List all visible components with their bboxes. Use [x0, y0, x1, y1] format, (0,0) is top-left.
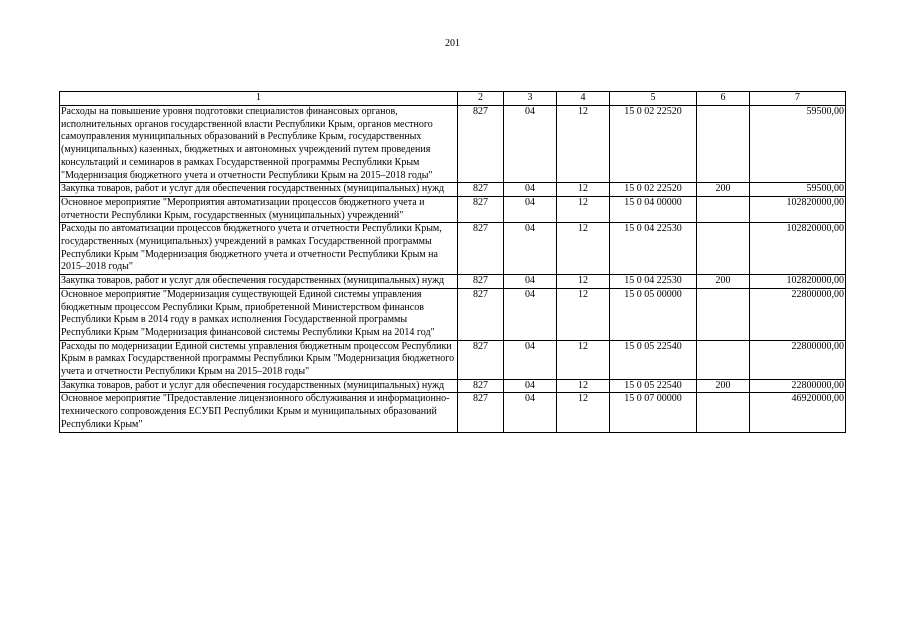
- row-description: Расходы по автоматизации процессов бюджетного учета и отчетности Республики Крым, государственных (муниципальных) учреждений в рамках Государственной программы Республики Крым "Модернизация бюджетного учета и отчетности Республики Крым на 2015–2018 годы": [60, 223, 458, 275]
- table-row: [60, 223, 846, 275]
- target-article-code: 15 0 07 00000: [610, 393, 697, 432]
- section-code: 04: [504, 106, 557, 183]
- amount: 59500,00: [750, 183, 846, 197]
- section-code: 04: [504, 340, 557, 379]
- subsection-code: 12: [557, 288, 610, 340]
- target-article-code: 15 0 02 22520: [610, 183, 697, 197]
- expense-type-code: [697, 196, 750, 222]
- column-header-7: 7: [750, 92, 846, 106]
- table-row: [60, 196, 846, 222]
- ministry-code: 827: [458, 106, 504, 183]
- column-header-2: 2: [458, 92, 504, 106]
- section-code: 04: [504, 223, 557, 275]
- expense-type-code: [697, 223, 750, 275]
- ministry-code: 827: [458, 288, 504, 340]
- target-article-code: 15 0 04 00000: [610, 196, 697, 222]
- table-row: [60, 288, 846, 340]
- subsection-code: 12: [557, 196, 610, 222]
- amount: 102820000,00: [750, 223, 846, 275]
- row-description: Расходы на повышение уровня подготовки специалистов финансовых органов, исполнительных органов государственной власти Республики Крым, органов местного самоуправления муниципальных образований в Республике Крым, государственных (муниципальных) казенных, бюджетных и автономных учреждений путем проведения консультаций и семинаров в рамках Государственной программы Республики Крым "Модернизация бюджетного учета и отчетности Республики Крым на 2015–2018 годы": [60, 106, 458, 183]
- row-description: Расходы по модернизации Единой системы управления бюджетным процессом Республики Крым в рамках Государственной программы Республики Крым "Модернизация бюджетного учета и отчетности Республики Крым на 2015–2018 годы": [60, 340, 458, 379]
- table-row: [60, 393, 846, 432]
- section-code: 04: [504, 379, 557, 393]
- amount: 22800000,00: [750, 288, 846, 340]
- ministry-code: 827: [458, 340, 504, 379]
- row-description: Основное мероприятие "Предоставление лицензионного обслуживания и информационно-технического сопровождения ЕСУБП Республики Крым и муниципальных образований Республики Крым": [60, 393, 458, 432]
- amount: 22800000,00: [750, 340, 846, 379]
- subsection-code: 12: [557, 393, 610, 432]
- row-description: Закупка товаров, работ и услуг для обеспечения государственных (муниципальных) нужд: [60, 183, 458, 197]
- subsection-code: 12: [557, 379, 610, 393]
- expense-type-code: 200: [697, 183, 750, 197]
- subsection-code: 12: [557, 106, 610, 183]
- row-description: Основное мероприятие "Модернизация существующей Единой системы управления бюджетным процессом Республики Крым, приобретенной Министерством финансов Республики Крым в 2014 году в рамках исполнения Государственной программы Республики Крым "Модернизация финансовой системы Республики Крым на 2014 год": [60, 288, 458, 340]
- header-row: [60, 92, 846, 106]
- target-article-code: 15 0 04 22530: [610, 223, 697, 275]
- section-code: 04: [504, 183, 557, 197]
- expense-type-code: 200: [697, 275, 750, 289]
- column-header-4: 4: [557, 92, 610, 106]
- budget-table: [59, 91, 846, 433]
- row-description: Закупка товаров, работ и услуг для обеспечения государственных (муниципальных) нужд: [60, 379, 458, 393]
- target-article-code: 15 0 05 22540: [610, 340, 697, 379]
- expense-type-code: [697, 393, 750, 432]
- subsection-code: 12: [557, 340, 610, 379]
- column-header-3: 3: [504, 92, 557, 106]
- amount: 102820000,00: [750, 275, 846, 289]
- target-article-code: 15 0 04 22530: [610, 275, 697, 289]
- expense-type-code: [697, 340, 750, 379]
- amount: 46920000,00: [750, 393, 846, 432]
- row-description: Основное мероприятие "Мероприятия автоматизации процессов бюджетного учета и отчетности Республики Крым, государственных (муниципальных) учреждений": [60, 196, 458, 222]
- table-row: [60, 275, 846, 289]
- amount: 22800000,00: [750, 379, 846, 393]
- expense-type-code: 200: [697, 379, 750, 393]
- table-row: [60, 379, 846, 393]
- section-code: 04: [504, 288, 557, 340]
- table-row: [60, 183, 846, 197]
- section-code: 04: [504, 393, 557, 432]
- ministry-code: 827: [458, 223, 504, 275]
- subsection-code: 12: [557, 275, 610, 289]
- column-header-6: 6: [697, 92, 750, 106]
- amount: 102820000,00: [750, 196, 846, 222]
- target-article-code: 15 0 02 22520: [610, 106, 697, 183]
- ministry-code: 827: [458, 183, 504, 197]
- ministry-code: 827: [458, 196, 504, 222]
- amount: 59500,00: [750, 106, 846, 183]
- column-header-1: 1: [60, 92, 458, 106]
- expense-type-code: [697, 106, 750, 183]
- section-code: 04: [504, 275, 557, 289]
- subsection-code: 12: [557, 223, 610, 275]
- page-number: 201: [445, 38, 460, 49]
- target-article-code: 15 0 05 00000: [610, 288, 697, 340]
- column-header-5: 5: [610, 92, 697, 106]
- subsection-code: 12: [557, 183, 610, 197]
- expense-type-code: [697, 288, 750, 340]
- section-code: 04: [504, 196, 557, 222]
- table-row: [60, 106, 846, 183]
- ministry-code: 827: [458, 379, 504, 393]
- ministry-code: 827: [458, 275, 504, 289]
- ministry-code: 827: [458, 393, 504, 432]
- table-row: [60, 340, 846, 379]
- row-description: Закупка товаров, работ и услуг для обеспечения государственных (муниципальных) нужд: [60, 275, 458, 289]
- target-article-code: 15 0 05 22540: [610, 379, 697, 393]
